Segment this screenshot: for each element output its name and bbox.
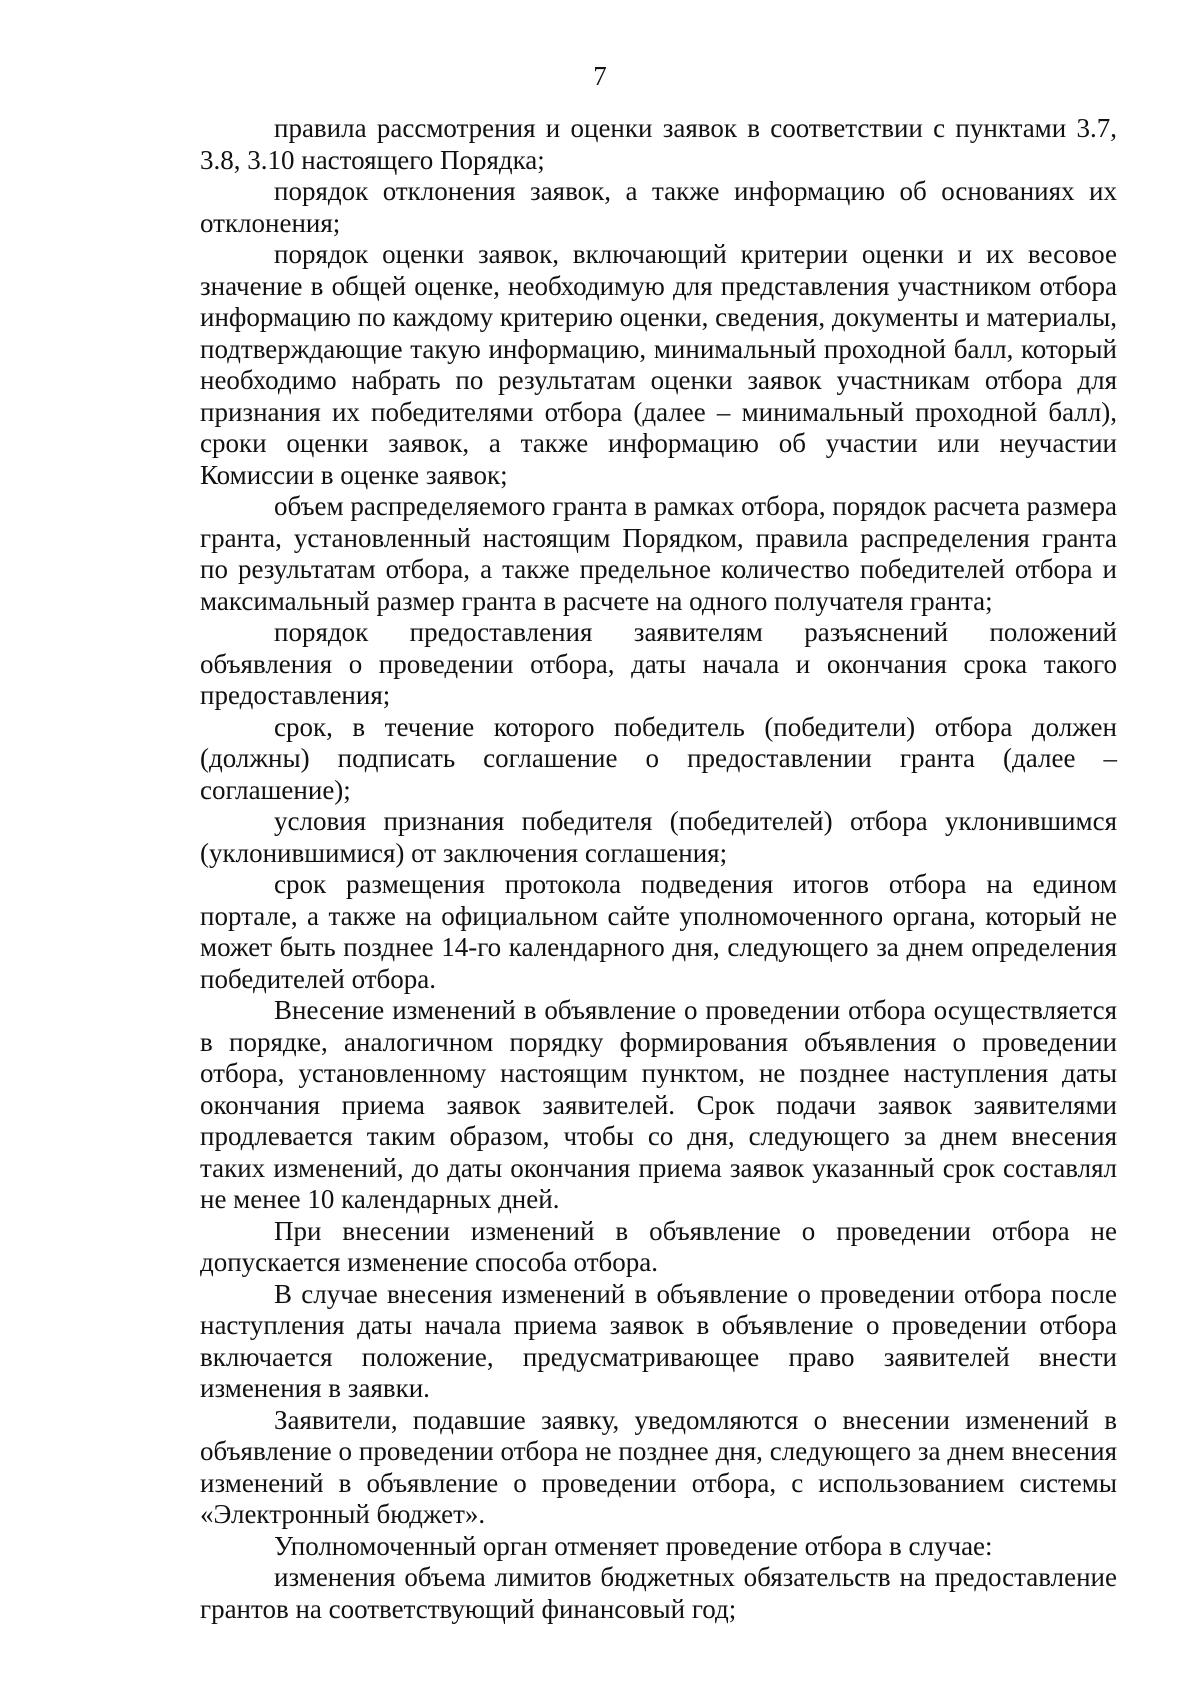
paragraph: При внесении изменений в объявление о проведении отбора не допускается изменение способа отбора. bbox=[200, 1215, 1117, 1277]
paragraph: порядок предоставления заявителям разъяснений положений объявления о проведении отбора, даты начала и окончания срока такого предоставления; bbox=[200, 617, 1117, 710]
paragraph: Заявители, подавшие заявку, уведомляются о внесении изменений в объявление о проведении отбора не позднее дня, следующего за днем внесения изменений в объявление о проведении отбора, с использованием системы «Электронный бюджет». bbox=[200, 1404, 1117, 1529]
paragraph: порядок отклонения заявок, а также информацию об основаниях их отклонения; bbox=[200, 176, 1117, 238]
paragraph: условия признания победителя (победителей) отбора уклонившимся (уклонившимися) от заключения соглашения; bbox=[200, 806, 1117, 868]
paragraph: В случае внесения изменений в объявление о проведении отбора после наступления даты начала приема заявок в объявление о проведении отбора включается положение, предусматривающее право заявителей внести изменения в заявки. bbox=[200, 1278, 1117, 1403]
document-body bbox=[200, 113, 1117, 1625]
paragraph: Уполномоченный орган отменяет проведение отбора в случае: bbox=[274, 1530, 993, 1561]
paragraph: правила рассмотрения и оценки заявок в соответствии с пунктами 3.7, 3.8, 3.10 настоящего Порядка; bbox=[200, 113, 1117, 175]
paragraph: объем распределяемого гранта в рамках отбора, порядок расчета размера гранта, установленный настоящим Порядком, правила распределения гранта по результатам отбора, а также предельное количество победителей отбора и максимальный размер гранта в расчете на одного получателя гранта; bbox=[200, 491, 1117, 616]
paragraph: Внесение изменений в объявление о проведении отбора осуществляется в порядке, аналогичном порядку формирования объявления о проведении отбора, установленному настоящим пунктом, не позднее наступления даты окончания приема заявок заявителей. Срок подачи заявок заявителями продлевается таким образом, чтобы со дня, следующего за днем внесения таких изменений, до даты окончания приема заявок указанный срок составлял не менее 10 календарных дней. bbox=[200, 995, 1117, 1214]
paragraph: срок, в течение которого победитель (победители) отбора должен (должны) подписать соглашение о предоставлении гранта (далее – соглашение); bbox=[200, 711, 1117, 805]
paragraph: изменения объема лимитов бюджетных обязательств на предоставление грантов на соответствующий финансовый год; bbox=[200, 1562, 1117, 1624]
paragraph: срок размещения протокола подведения итогов отбора на едином портале, а также на официальном сайте уполномоченного органа, который не может быть позднее 14-го календарного дня, следующего за днем определения победителей отбора. bbox=[200, 869, 1117, 994]
paragraph: порядок оценки заявок, включающий критерии оценки и их весовое значение в общей оценке, необходимую для представления участником отбора информацию по каждому критерию оценки, сведения, документы и материалы, подтверждающие такую информацию, минимальный проходной балл, который необходимо набрать по результатам оценки заявок участникам отбора для признания их победителями отбора (далее – минимальный проходной балл), сроки оценки заявок, а также информацию об участии или неучастии Комиссии в оценке заявок; bbox=[200, 239, 1117, 490]
page-number: 7 bbox=[593, 61, 607, 91]
